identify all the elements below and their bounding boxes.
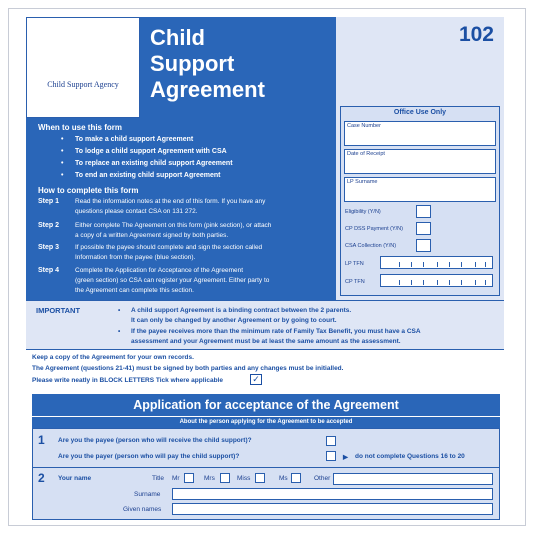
- cp-dss-box[interactable]: [416, 222, 431, 235]
- step-4-label: Step 4: [38, 267, 60, 274]
- given-names-field[interactable]: [172, 503, 493, 515]
- step-1-label: Step 1: [38, 198, 60, 205]
- step-4-line-1: Complete the Application for Acceptance of the Agreement: [75, 267, 244, 274]
- important-line-4: assessment and your Agreement must be at least the same amount as the assessment.: [131, 338, 401, 345]
- form-number: 102: [458, 23, 494, 46]
- questions-signed-note: The Agreement (questions 21-41) must be signed by both parties and any changes must be initialled.: [32, 365, 344, 372]
- cp-tfn-label: CP TFN: [345, 279, 365, 285]
- title-other-field[interactable]: [333, 473, 493, 485]
- step-2-label: Step 2: [38, 222, 60, 229]
- title-mrs-checkbox[interactable]: [220, 473, 230, 483]
- when-bullet-1: To make a child support Agreement: [75, 136, 194, 143]
- payee-checkbox[interactable]: [326, 436, 336, 446]
- skip-arrow-icon: ▶: [343, 454, 348, 461]
- office-use-title: Office Use Only: [393, 109, 447, 116]
- surname-label: Surname: [134, 491, 161, 498]
- about-person-heading: About the person applying for the Agreement to be accepted: [32, 416, 500, 428]
- title-miss-checkbox[interactable]: [255, 473, 265, 483]
- case-number-field[interactable]: [344, 121, 496, 146]
- title-ms-label: Ms: [279, 475, 288, 482]
- questions-area: [32, 428, 500, 520]
- question-2-label: Your name: [58, 475, 92, 482]
- title-line-1: Child: [150, 25, 205, 50]
- question-1-payer: Are you the payer (person who will pay the child support)?: [58, 453, 240, 460]
- title-miss-label: Miss: [237, 475, 251, 482]
- how-heading: How to complete this form: [38, 186, 139, 195]
- keep-copy-note: Keep a copy of the Agreement for your own records.: [32, 354, 194, 361]
- step-3-label: Step 3: [38, 244, 60, 251]
- payer-checkbox[interactable]: [326, 451, 336, 461]
- question-1-payee: Are you the payee (person who will receive the child support)?: [58, 437, 252, 444]
- step-2-line-1: Either complete The Agreement on this form (pink section), or attach: [75, 222, 272, 229]
- important-panel: [26, 300, 504, 350]
- csa-collection-box[interactable]: [416, 239, 431, 252]
- when-bullet-dot-3: •: [61, 160, 64, 167]
- step-3-line-1: If possible the payee should complete and sign the section called: [75, 244, 263, 251]
- question-2-number: 2: [38, 471, 45, 485]
- cp-tfn-field[interactable]: [380, 274, 493, 287]
- important-bullet-dot-1: •: [118, 307, 121, 314]
- title-mr-checkbox[interactable]: [184, 473, 194, 483]
- when-bullet-3: To replace an existing child support Agreement: [75, 160, 233, 167]
- question-1-number: 1: [38, 433, 45, 447]
- date-of-receipt-field[interactable]: [344, 149, 496, 174]
- when-bullet-dot-4: •: [61, 172, 64, 179]
- title-mr-label: Mr: [172, 475, 180, 482]
- agency-name: Child Support Agency: [47, 80, 119, 89]
- title-line-2: Support: [150, 51, 235, 76]
- when-heading: When to use this form: [38, 123, 122, 132]
- title-label: Title: [152, 475, 165, 482]
- when-bullet-2: To lodge a child support Agreement with CSA: [75, 148, 227, 155]
- tick-example-box: ✓: [250, 374, 262, 385]
- title-other-label: Other: [314, 475, 331, 482]
- title-mrs-label: Mrs: [204, 475, 215, 482]
- eligibility-label: Eligibility (Y/N): [345, 209, 381, 215]
- write-neatly-note: Please write neatly in BLOCK LETTERS Tick where applicable: [32, 377, 223, 384]
- title-line-3: Agreement: [150, 77, 265, 102]
- lp-tfn-field[interactable]: [380, 256, 493, 269]
- title-panel: [140, 17, 336, 118]
- eligibility-box[interactable]: [416, 205, 431, 218]
- when-bullet-dot-2: •: [61, 148, 64, 155]
- step-2-line-2: a copy of a written Agreement signed by both parties.: [75, 232, 229, 239]
- step-4-line-3: the Agreement can complete this section.: [75, 287, 194, 294]
- important-line-2: It can only be changed by another Agreement or by going to court.: [131, 317, 337, 324]
- lp-surname-field[interactable]: [344, 177, 496, 202]
- important-label: IMPORTANT: [36, 306, 81, 315]
- lp-tfn-label: LP TFN: [345, 261, 364, 267]
- step-3-line-2: Information from the payee (blue section).: [75, 254, 196, 261]
- agency-logo-box: [26, 17, 140, 118]
- cp-dss-label: CP DSS Payment (Y/N): [345, 226, 403, 232]
- date-of-receipt-label: Date of Receipt: [347, 151, 385, 157]
- surname-field[interactable]: [172, 488, 493, 500]
- question-divider: [33, 467, 499, 468]
- lp-surname-label: LP Surname: [347, 179, 378, 185]
- important-bullet-dot-2: •: [118, 328, 121, 335]
- step-4-line-2: (green section) so CSA can register your Agreement. Either party to: [75, 277, 270, 284]
- step-1-line-2: questions please contact CSA on 131 272.: [75, 208, 198, 215]
- case-number-label: Case Number: [347, 123, 381, 129]
- title-ms-checkbox[interactable]: [291, 473, 301, 483]
- when-bullet-dot-1: •: [61, 136, 64, 143]
- csa-collection-label: CSA Collection (Y/N): [345, 243, 397, 249]
- application-title: Application for acceptance of the Agreement: [32, 394, 500, 416]
- when-bullet-4: To end an existing child support Agreement: [75, 172, 221, 179]
- given-names-label: Given names: [123, 506, 162, 513]
- important-line-1: A child support Agreement is a binding contract between the 2 parents.: [131, 307, 352, 314]
- question-1-skip-note: do not complete Questions 16 to 20: [355, 453, 465, 460]
- instructions-panel: [26, 118, 336, 300]
- step-1-line-1: Read the information notes at the end of this form. If you have any: [75, 198, 266, 205]
- important-line-3: If the payee receives more than the minimum rate of Family Tax Benefit, you must have a CSA: [131, 328, 421, 335]
